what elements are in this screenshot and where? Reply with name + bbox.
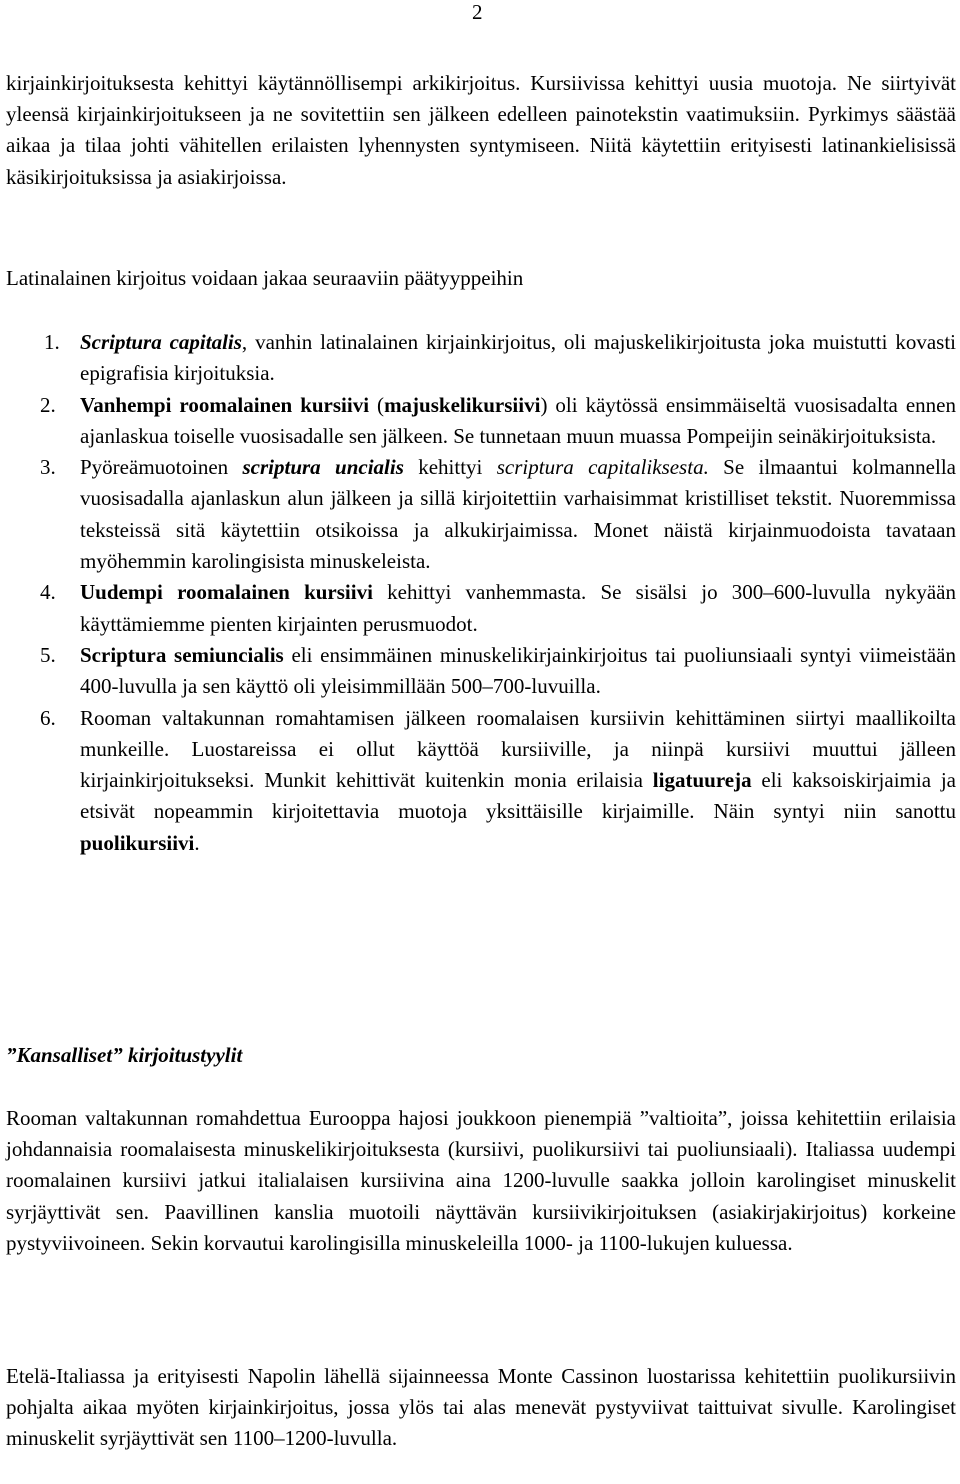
list-item bbox=[6, 390, 956, 453]
term: Vanhempi roomalainen kursiivi bbox=[80, 392, 370, 417]
section-paragraph: Etelä-Italiassa ja erityisesti Napolin lähellä sijainneessa Monte Cassinon luostarissa kehitettiin puolikursiivin pohjalta aikaa myöten kirjainkirjoitus, jossa ylös tai alas menevät pystyviivat taittuivat sivulle. Karolingiset minuskelit syrjäyttivät sen 1100–1200-luvulla. bbox=[6, 1364, 956, 1451]
term: Scriptura capitalis bbox=[80, 330, 242, 354]
intro-paragraph: kirjainkirjoituksesta kehittyi käytännöllisempi arkikirjoitus. Kursiivissa kehittyi uusia muotoja. Ne siirtyivät yleensä kirjainkirjoitukseen ja ne sovitettiin sen jälkeen edelleen painotekstin vaatimuksiin. Pyrkimys säästää aikaa ja tilaa johti vähitellen erilaisten lyhennysten syntymiseen. Niitä käytettiin erityisesti latinankielisissä käsikirjoituksissa ja asiakirjoissa. bbox=[6, 71, 956, 189]
term: majuskelikursiivi bbox=[384, 392, 541, 417]
item-text: , vanhin latinalainen kirjainkirjoitus, oli majuskelikirjoitusta joka muistutti kovasti epigrafisia kirjoituksia. bbox=[80, 330, 956, 386]
list-number: 6. bbox=[40, 705, 56, 730]
term: scriptura capitaliksesta. bbox=[496, 455, 709, 480]
list-number: 1. bbox=[44, 330, 60, 354]
list-number: 3. bbox=[40, 455, 56, 480]
list-item bbox=[6, 703, 956, 859]
list-item bbox=[6, 577, 956, 640]
item-text: . bbox=[194, 830, 200, 855]
term: Scriptura semiuncialis bbox=[80, 642, 284, 667]
section-paragraph: Rooman valtakunnan romahdettua Eurooppa hajosi joukkoon pienempiä ”valtioita”, joissa kehitettiin erilaisia johdannaisia roomalaisesta minuskelikirjoituksesta (kursiivi, puolikursiivi tai puoliunsiaali). Italiassa uudempi roomalainen kursiivi jatkui italialaisen kursiivina aina 1200-luvulle saakka jolloin karolingiset minuskelit syrjäyttivät sen. Paavillinen kanslia muotoili näyttävän kursiivikirjoituksen (asiakirjakirjoitus) korkeine pystyviivoineen. Sekin korvautui karolingisilla minuskeleilla 1000- ja 1100-lukujen kuluessa. bbox=[6, 1106, 956, 1255]
list-number: 4. bbox=[40, 580, 56, 605]
term: puolikursiivi bbox=[80, 830, 195, 855]
item-text: kehittyi bbox=[403, 455, 497, 480]
list-number: 2. bbox=[40, 392, 56, 417]
section-heading: ”Kansalliset” kirjoitustyylit bbox=[6, 1043, 243, 1067]
item-text: ( bbox=[369, 392, 385, 417]
item-text: Rooman valtakunnan romahtamisen jälkeen roomalaisen kursiivin kehittäminen siirtyi maallikoilta munkeille. Luostareissa ei ollut käyttöä kursiiville, ja niinpä kursiivi muuttui jälleen kirjainkirjoitukseksi. Munkit kehittivät kuitenkin monia erilaisia bbox=[80, 705, 956, 793]
list-number: 5. bbox=[40, 642, 56, 667]
term: Uudempi roomalainen kursiivi bbox=[80, 580, 373, 605]
list-item bbox=[6, 327, 956, 390]
term: ligatuureja bbox=[652, 768, 752, 793]
item-text: Pyöreämuotoinen bbox=[80, 455, 243, 480]
writing-types-list bbox=[6, 327, 956, 859]
item-text: eli ensimmäinen minuskelikirjainkirjoitus tai puoliunsiaali syntyi viimeistään 400-luvulla ja sen käyttö oli yleisimmillään 500–700-luvuilla. bbox=[80, 642, 956, 699]
item-text: kehittyi vanhemmasta. Se sisälsi jo 300–600-luvulla nykyään käyttämiemme pienten kirjainten perusmuodot. bbox=[80, 580, 956, 636]
term: scriptura uncialis bbox=[242, 455, 404, 480]
item-text: ) oli käytössä ensimmäiseltä vuosisadalta ennen ajanlaskua toiselle vuosisadalle sen jälkeen. Se tunnetaan muun muassa Pompeijin seinäkirjoituksista. bbox=[80, 392, 956, 448]
item-text: eli kaksoiskirjaimia ja etsivät nopeammin kirjoitettavia muotoja yksittäisille kirjaimille. Näin syntyi niin sanottu bbox=[80, 768, 957, 824]
item-text: Se ilmaantui kolmannella vuosisadalla ajanlaskun alun jälkeen ja sillä kirjoitettiin varhaisimmat kristilliset tekstit. Nuoremmissa teksteissä sitä käytettiin otsikoissa ja alkukirjaimissa. Monet näistä kirjainmuodoista tavataan myöhemmin karolingisista minuskeleista. bbox=[80, 455, 956, 574]
list-intro: Latinalainen kirjoitus voidaan jakaa seuraaviin päätyyppeihin bbox=[6, 266, 524, 290]
list-item bbox=[6, 640, 956, 703]
page-number: 2 bbox=[472, 0, 483, 24]
list-item bbox=[6, 452, 956, 577]
